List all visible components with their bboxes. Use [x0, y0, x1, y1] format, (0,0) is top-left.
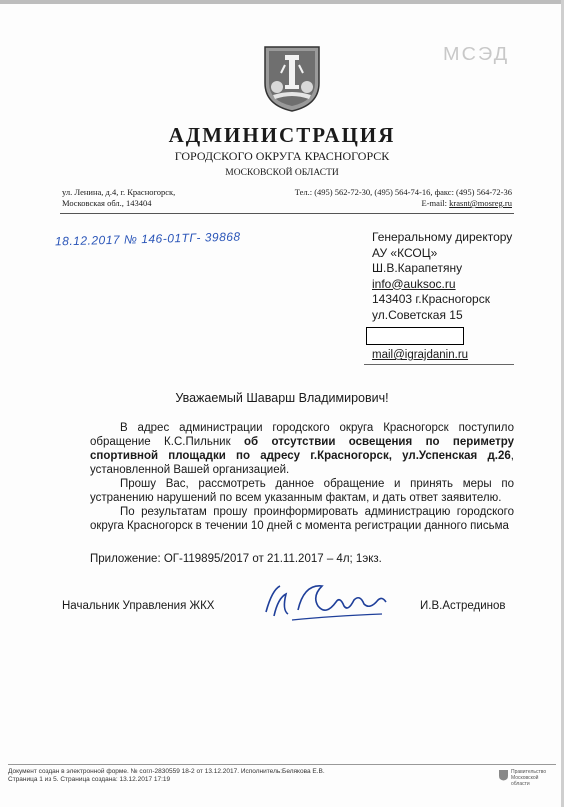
addressee-email-link[interactable]: info@auksoc.ru — [372, 276, 456, 291]
addressee-name: Ш.В.Карапетяну — [372, 261, 463, 275]
letter-body — [90, 421, 514, 533]
addressee-street: ул.Советская 15 — [372, 307, 463, 322]
signatory-role: Начальник Управления ЖКХ — [62, 600, 215, 612]
handwritten-signature-icon — [252, 576, 392, 628]
addressee-city: 143403 г.Красногорск — [372, 292, 490, 306]
letterhead-address — [62, 187, 175, 209]
email-label: E-mail: — [421, 198, 448, 208]
organization-region: МОСКОВСКОЙ ОБЛАСТИ — [225, 168, 339, 178]
letterhead-divider — [60, 213, 514, 214]
addressee-block — [372, 230, 512, 323]
government-emblem-icon — [498, 769, 509, 781]
paragraph-1-start: В адрес администрации городского округа Красногорск поступило обращение К.С.Пильник — [90, 422, 514, 448]
coat-of-arms-icon — [261, 43, 323, 113]
attachment-line: Приложение: ОГ-119895/2017 от 21.11.2017 – 4л; 1экз. — [90, 553, 382, 565]
letterhead-contacts — [290, 187, 512, 209]
email-underline-rule — [364, 364, 514, 365]
government-logo-text — [511, 769, 556, 787]
scan-edge-top — [0, 0, 564, 4]
organization-title: АДМИНИСТРАЦИЯ — [168, 123, 396, 147]
addressee-organization: АУ «КСОЦ» — [372, 245, 438, 260]
address-line-2: Московская обл., 143404 — [62, 198, 152, 208]
address-line-1: ул. Ленина, д.4, г. Красногорск, — [62, 187, 176, 197]
organization-subtitle: ГОРОДСКОГО ОКРУГА КРАСНОГОРСК — [174, 149, 390, 163]
addressee-position: Генеральному директору — [372, 230, 513, 244]
registration-stamp: 18.12.2017 № 146-01ТГ- 39868 — [54, 229, 241, 249]
footer-line-2: Страница 1 из 5. Страница создана: 13.12.2017 17:19 — [8, 776, 171, 783]
salutation: Уважаемый Шаварш Владимирович! — [175, 391, 389, 405]
redaction-box — [366, 327, 464, 345]
body-paragraph-3: По результатам прошу проинформировать администрацию городского округа Красногорск в течении 10 дней с момента регистрации данного письма — [90, 506, 514, 532]
email-line — [290, 198, 512, 209]
footer-divider — [8, 764, 556, 765]
watermark-stamp: МСЭД — [442, 44, 510, 64]
government-logo — [498, 768, 556, 787]
body-paragraph-1 — [90, 421, 514, 477]
signatory-name: И.В.Астрединов — [420, 600, 506, 612]
paragraph-1-end: , установленной Вашей организацией. — [90, 450, 514, 476]
footer-text — [8, 768, 325, 784]
letterhead-email-link[interactable]: krasnt@mosreg.ru — [449, 198, 512, 208]
footer-line-1: Документ создан в электронной форме. № согл-2830559 18-2 от 13.12.2017. Исполнитель:Белякова Е.В. — [8, 768, 325, 775]
recipient-email-link[interactable]: mail@igrajdanin.ru — [372, 349, 469, 361]
body-paragraph-2: Прошу Вас, рассмотреть данное обращение и принять меры по устранению нарушений по всем указанным фактам, и дать ответ заявителю. — [90, 478, 514, 504]
logo-text-line-2: Московской области — [511, 775, 539, 787]
phone-fax-line: Тел.: (495) 562-72-30, (495) 564-74-16, факс: (495) 564-72-36 — [294, 187, 512, 197]
logo-text-line-1: Правительство — [511, 769, 547, 775]
paragraph-1-bold: об отсутствии освещения по периметру спортивной площадки по адресу г.Красногорск, ул.Успенская д.26 — [90, 436, 515, 462]
